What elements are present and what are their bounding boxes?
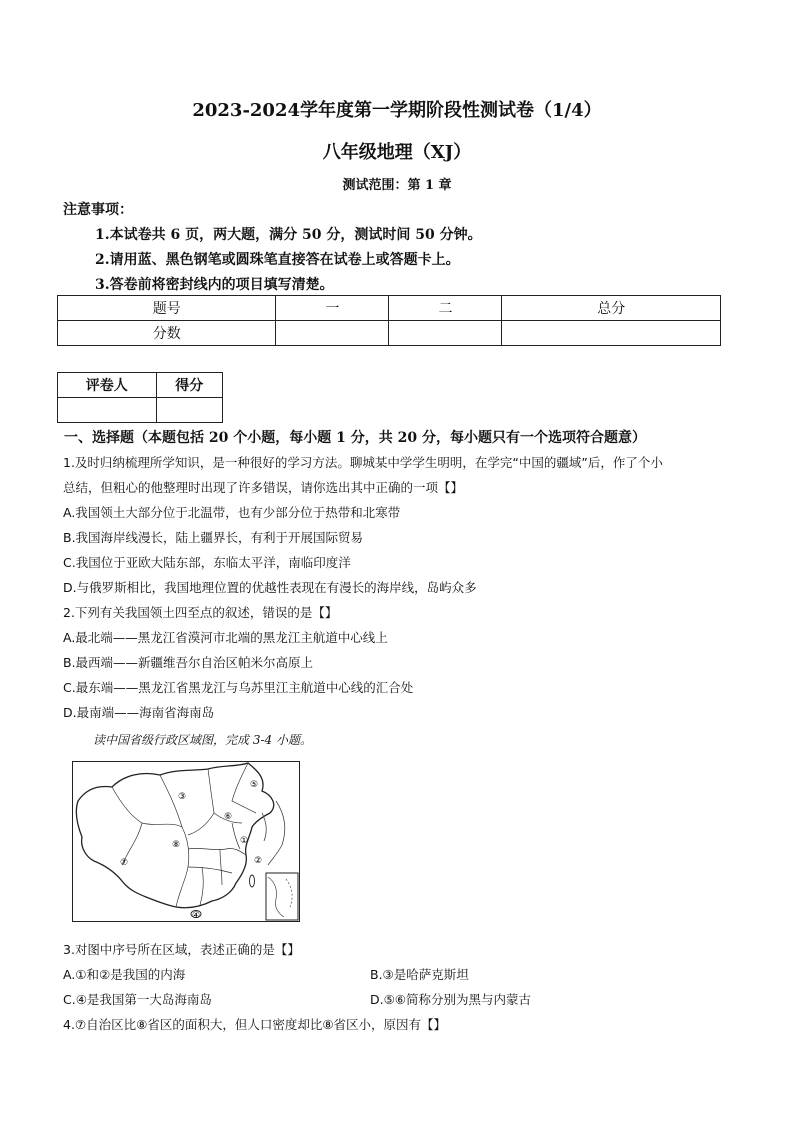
score-cell[interactable] [389,321,502,346]
question-2-option-a[interactable]: A.最北端——黑龙江省漠河市北端的黑龙江主航道中心线上 [63,630,388,645]
map-label-7: ⑦ [120,858,129,868]
note-item: 1.本试卷共 6 页，两大题，满分 50 分，测试时间 50 分钟。 [95,227,482,243]
score-cell[interactable] [502,321,721,346]
question-3-option-a[interactable]: A.①和②是我国的内海 [63,967,186,982]
question-1-stem-cont: 总结，但粗心的他整理时出现了许多错误，请你选出其中正确的一项【】 [63,480,464,495]
question-1-option-a[interactable]: A.我国领土大部分位于北温带，也有少部分位于热带和北寒带 [63,505,401,520]
map-label-4: ④ [192,911,201,921]
table-row [58,398,223,423]
table-header: 一 [276,296,389,321]
question-1-option-c[interactable]: C.我国位于亚欧大陆东部，东临太平洋，南临印度洋 [63,555,351,570]
table-header: 二 [389,296,502,321]
grader-table [57,372,223,423]
map-label-3: ③ [178,792,187,802]
map-label-5: ⑤ [250,780,259,790]
question-3-stem: 3.对图中序号所在区域，表述正确的是【】 [63,942,300,957]
question-2-option-d[interactable]: D.最南端——海南省海南岛 [63,705,215,720]
table-row [58,373,223,398]
question-4-stem: 4.⑦自治区比⑧省区的面积大，但人口密度却比⑧省区小，原因有【】 [63,1017,447,1032]
exam-title: 2023-2024学年度第一学期阶段性测试卷（1/4） [192,100,602,121]
grader-cell[interactable] [58,398,157,423]
table-header: 评卷人 [58,373,157,398]
table-header: 总分 [502,296,721,321]
map-label-8: ⑧ [172,840,181,850]
question-1-option-b[interactable]: B.我国海岸线漫长，陆上疆界长，有利于开展国际贸易 [63,530,364,545]
row-label: 分数 [58,321,276,346]
exam-subtitle: 八年级地理（XJ） [322,142,472,163]
question-2-option-b[interactable]: B.最西端——新疆维吾尔自治区帕米尔高原上 [63,655,314,670]
map-label-6: ⑥ [224,812,233,822]
question-3-option-c[interactable]: C.④是我国第一大岛海南岛 [63,992,212,1007]
map-instruction: 读中国省级行政区域图，完成 3-4 小题。 [93,733,312,747]
question-1-option-d[interactable]: D.与俄罗斯相比，我国地理位置的优越性表现在有漫长的海岸线，岛屿众多 [63,580,477,595]
table-row [58,321,721,346]
test-range: 测试范围：第 1 章 [342,178,452,193]
question-2-stem: 2.下列有关我国领土四至点的叙述，错误的是【】 [63,605,338,620]
question-3-option-d[interactable]: D.⑤⑥简称分别为黑与内蒙古 [370,992,532,1007]
section-title: 一、选择题（本题包括 20 个小题，每小题 1 分，共 20 分，每小题只有一个选项符合题意） [64,430,646,446]
table-row [58,296,721,321]
score-cell[interactable] [276,321,389,346]
question-1-stem: 1.及时归纳梳理所学知识，是一种很好的学习方法。聊城某中学学生明明，在学完“中国的疆域”后，作了个小 [63,455,663,470]
question-3-option-b[interactable]: B.③是哈萨克斯坦 [370,967,469,982]
table-header: 题号 [58,296,276,321]
notes-heading: 注意事项： [63,202,133,218]
china-province-map [72,761,300,922]
note-item: 2.请用蓝、黑色钢笔或圆珠笔直接答在试卷上或答题卡上。 [95,252,460,268]
question-2-option-c[interactable]: C.最东端——黑龙江省黑龙江与乌苏里江主航道中心线的汇合处 [63,680,414,695]
map-label-1: ① [240,836,249,846]
map-label-2: ② [254,856,263,866]
table-header: 得分 [156,373,222,398]
note-item: 3.答卷前将密封线内的项目填写清楚。 [95,277,334,293]
score-table [57,295,721,346]
grader-cell[interactable] [156,398,222,423]
